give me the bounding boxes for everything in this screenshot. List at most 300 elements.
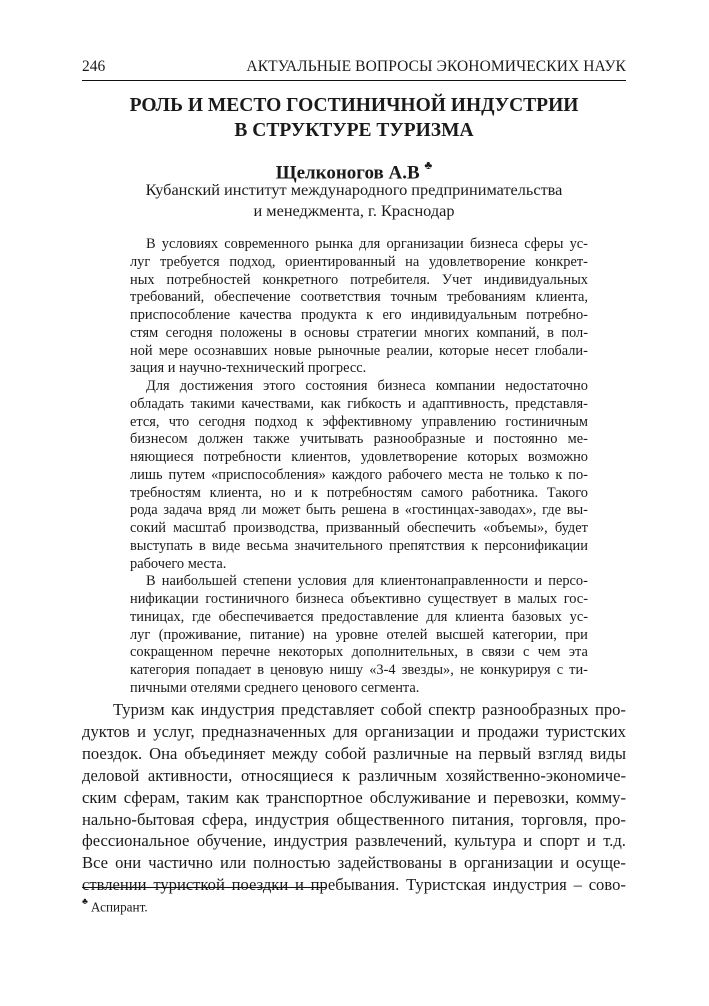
word: транспортное — [266, 787, 363, 807]
word: которые — [439, 342, 489, 359]
word: в — [466, 644, 474, 661]
word: как — [170, 700, 195, 719]
word: основы — [304, 324, 350, 341]
word: с — [522, 644, 530, 661]
word: соответствия — [300, 289, 381, 306]
word: где — [542, 502, 562, 519]
word: каждого — [331, 466, 383, 483]
word: к — [555, 466, 563, 483]
word: продукта — [301, 307, 357, 323]
word: некоторых — [278, 644, 344, 661]
word: управлению — [421, 413, 497, 430]
word: разнообразных — [481, 700, 589, 719]
word: сфера, — [201, 809, 248, 829]
word: взгляд — [537, 743, 583, 763]
article-title-line: В СТРУКТУРЕ ТУРИЗМА — [234, 120, 474, 141]
word: собой — [380, 700, 422, 719]
journal-title: АКТУАЛЬНЫЕ ВОПРОСЫ ЭКОНОМИЧЕСКИХ НАУК — [246, 58, 626, 75]
word: «гостинцах-заводах», — [404, 502, 537, 519]
word: (проживание, — [158, 626, 242, 643]
word: гостиничного — [205, 591, 290, 607]
word: нально-бытовая — [82, 809, 195, 829]
word: сферы — [524, 236, 564, 252]
word: луг — [130, 253, 151, 270]
word: организации — [386, 236, 464, 252]
word: Туризм — [113, 700, 165, 719]
word: обеспечивается — [218, 608, 314, 625]
text-line — [130, 289, 588, 306]
word: стям — [130, 324, 159, 341]
word: активности, — [147, 765, 233, 785]
word: категории, — [492, 626, 557, 643]
word: таким — [186, 787, 229, 807]
word: требованиям — [447, 289, 526, 306]
affiliation-line: и менеджмента, г. Краснодар — [253, 200, 455, 220]
word: звезды», — [401, 662, 454, 678]
word: которых — [467, 449, 518, 465]
word: ориентированный — [285, 253, 396, 270]
word: индивидуальных — [483, 271, 588, 288]
word: потребителя. — [350, 271, 430, 288]
word: достижения — [179, 378, 254, 394]
word: «3-4 — [369, 662, 396, 678]
word: мере — [158, 342, 188, 359]
word: тиницах, — [130, 608, 185, 625]
word: ной — [130, 342, 153, 359]
word: и — [407, 395, 416, 412]
word: в — [547, 324, 554, 341]
article-title-line: РОЛЬ И МЕСТО ГОСТИНИЧНОЙ ИНДУСТРИИ — [129, 95, 579, 116]
footnote-text: Аспирант. — [90, 899, 148, 915]
word: новые — [273, 342, 312, 359]
word: попадает — [195, 662, 252, 678]
word: перевозки, — [493, 787, 570, 807]
word: работника. — [471, 484, 539, 501]
word: может — [261, 502, 301, 519]
word: такими — [190, 395, 235, 412]
word: существует — [427, 591, 498, 607]
word: к — [366, 307, 374, 323]
word: эффективному — [322, 413, 413, 430]
word: рыночные — [317, 342, 381, 359]
word: и — [534, 573, 543, 590]
word: поездки — [231, 875, 289, 895]
word: к — [306, 413, 314, 430]
word: услуг, — [153, 721, 195, 741]
word: в — [392, 502, 400, 519]
word: и — [475, 431, 484, 448]
word: потребностей — [166, 271, 251, 288]
word: ус- — [569, 608, 588, 625]
article-title — [82, 93, 626, 143]
word: спектр — [428, 700, 476, 719]
word: степени — [242, 573, 292, 590]
text-line — [130, 609, 588, 626]
text-line — [82, 831, 626, 851]
word: торговля, — [521, 809, 588, 829]
word: на — [455, 743, 472, 763]
word: гибкость — [347, 395, 402, 412]
word: отелей — [386, 626, 428, 643]
word: связи — [481, 644, 515, 661]
word: высшей — [435, 626, 484, 643]
word: общественного — [336, 809, 445, 829]
word: для — [352, 573, 375, 590]
word: они — [115, 853, 142, 873]
word: виде — [212, 537, 241, 554]
word: требностям — [130, 484, 201, 501]
word: В — [146, 236, 156, 252]
word: деловой — [82, 765, 140, 785]
word: но — [270, 484, 286, 501]
word: предназначенных — [201, 721, 326, 741]
word: не — [459, 662, 475, 678]
word: виды — [589, 743, 626, 763]
word: или — [220, 853, 247, 873]
word: что — [168, 413, 190, 430]
word: с — [556, 662, 564, 678]
text-line — [130, 396, 588, 413]
word: перечне — [221, 644, 271, 661]
word: различные — [373, 743, 449, 763]
word: стратегии — [356, 324, 417, 341]
word: нификации — [130, 591, 199, 607]
word: обучение, — [196, 831, 267, 851]
word: представля- — [515, 395, 588, 412]
word: обеспечение — [214, 289, 291, 306]
word: ли — [241, 502, 257, 519]
word: чем — [537, 644, 561, 661]
word: потребностям — [326, 484, 413, 501]
word: Она — [149, 743, 178, 763]
word: обслуживание — [369, 787, 471, 807]
word: персонификации — [484, 537, 588, 554]
word: представляет — [281, 700, 375, 719]
word: вы- — [566, 502, 588, 519]
word: категория — [130, 662, 190, 678]
word: подход — [254, 413, 298, 430]
affiliation-line: Кубанский институт международного предпринимательства — [145, 180, 563, 199]
club-icon: ♣ — [82, 896, 88, 906]
word: клиента — [455, 608, 504, 625]
text-line: пичными отелями среднего ценового сегмента. — [130, 679, 420, 696]
word: наибольшей — [161, 573, 237, 590]
word: путем — [168, 466, 206, 483]
word: как — [235, 787, 260, 807]
word: эта — [568, 644, 588, 661]
word: рабочего — [388, 466, 443, 483]
word: для — [333, 721, 358, 741]
word: в — [198, 537, 206, 554]
word: компаний, — [476, 324, 540, 341]
word: и — [523, 831, 533, 851]
word: культура — [454, 831, 516, 851]
word: быть — [306, 502, 336, 519]
word: первый — [478, 743, 531, 763]
word: разнообразные — [373, 431, 466, 448]
word: только — [509, 466, 550, 483]
word: относящиеся — [240, 765, 334, 785]
word: возможно — [527, 449, 588, 465]
word: сегодня — [165, 324, 213, 341]
word: частично — [148, 853, 213, 873]
word: по- — [568, 466, 588, 483]
word: к — [341, 765, 351, 785]
text-line — [130, 343, 588, 360]
text-line — [82, 722, 626, 742]
text-line — [82, 766, 626, 786]
word: препятствия — [389, 537, 465, 554]
text-line — [130, 467, 588, 484]
word: бизнесом — [130, 431, 188, 448]
word: клиентонаправленности — [380, 573, 529, 590]
text-line — [130, 520, 588, 537]
word: не — [489, 466, 504, 483]
word: сово- — [588, 875, 626, 895]
word: самого — [421, 484, 464, 501]
text-line — [130, 538, 588, 555]
word: в — [504, 591, 511, 607]
word: вряд — [207, 502, 236, 519]
text-line — [130, 627, 588, 644]
word: фессиональное — [82, 831, 190, 851]
word: качествами, — [241, 395, 315, 412]
word: дополнительных, — [351, 644, 458, 661]
word: гостиничным — [505, 413, 588, 430]
word: осознавших — [194, 342, 268, 359]
text-line — [82, 853, 626, 873]
word: клиента, — [209, 484, 263, 501]
word: условия — [297, 573, 347, 590]
word: конкрет- — [535, 253, 588, 270]
word: к — [471, 537, 479, 554]
word: удовлетворение — [428, 253, 526, 270]
word: многих — [424, 324, 470, 341]
word: положены — [220, 324, 283, 341]
word: пребывания. — [310, 875, 400, 895]
text-line — [82, 810, 626, 830]
word: поездок. — [82, 743, 143, 763]
word: глобали- — [534, 342, 588, 359]
word: и — [137, 721, 146, 741]
word: реалии, — [386, 342, 433, 359]
text-line — [82, 744, 626, 764]
text-line — [130, 325, 588, 342]
word: масштаб — [173, 520, 227, 536]
word: адаптивность, — [422, 395, 509, 412]
word: туристских — [546, 721, 626, 741]
text-line — [130, 272, 588, 289]
word: между — [271, 743, 318, 763]
word: сферам, — [123, 787, 180, 807]
word: конкурируя — [480, 662, 551, 678]
word: «объемы», — [483, 520, 548, 536]
word: конкретного — [262, 271, 339, 288]
word: собой — [324, 743, 367, 763]
word: предоставление — [321, 608, 419, 625]
club-icon: ♣ — [424, 158, 433, 172]
word: для — [359, 236, 381, 252]
word: т.д. — [603, 831, 626, 851]
word: Для — [146, 378, 170, 394]
running-header — [82, 58, 626, 81]
word: про- — [594, 809, 626, 829]
word: комму- — [575, 787, 626, 807]
word: продажи — [477, 721, 539, 741]
word: точным — [390, 289, 438, 306]
word: базовых — [511, 608, 562, 625]
word: спорт — [539, 831, 580, 851]
word: индустрия — [254, 809, 330, 829]
word: как — [320, 395, 341, 412]
word: бизнеса — [469, 236, 519, 252]
word: ус- — [569, 236, 588, 252]
word: подход, — [229, 253, 276, 270]
word: задача — [163, 502, 203, 519]
word: рынка — [315, 236, 353, 252]
word: уровне — [335, 626, 379, 643]
text-line — [82, 788, 626, 808]
word: рода — [130, 502, 158, 519]
word: состояния — [305, 378, 368, 394]
word: индустрия — [492, 875, 567, 895]
footnote-divider — [82, 887, 326, 888]
word: недостаточно — [505, 378, 588, 394]
word: пол- — [561, 324, 588, 341]
word: про- — [594, 700, 626, 719]
text-line — [130, 502, 588, 519]
word: бизнеса — [377, 378, 426, 394]
word: условиях — [161, 236, 219, 252]
text-line — [146, 378, 588, 395]
word: Такого — [546, 484, 588, 501]
text-line — [130, 449, 588, 466]
word: и — [586, 831, 596, 851]
word: ским — [82, 787, 117, 807]
word: ценовую — [270, 662, 324, 678]
word: питания, — [451, 809, 514, 829]
word: Туристская — [406, 875, 486, 895]
word: также — [253, 431, 290, 448]
word: на — [405, 253, 420, 270]
word: для — [426, 608, 448, 625]
word: компании — [435, 378, 496, 394]
word: питание) — [249, 626, 305, 643]
word: будет — [554, 520, 588, 536]
word: значительного — [294, 537, 383, 554]
word: его — [382, 307, 402, 323]
word: обеспечить — [406, 520, 476, 536]
text-line — [113, 700, 626, 720]
word: ных — [130, 271, 155, 288]
affiliation — [82, 180, 626, 221]
word: клиентов, — [291, 449, 351, 465]
word: клиента, — [535, 289, 588, 306]
word: гос- — [563, 591, 588, 607]
word: объединяет — [184, 743, 265, 763]
word: персо- — [548, 573, 588, 590]
word: в — [449, 853, 457, 873]
word: Учет — [441, 271, 472, 288]
word: ется, — [130, 413, 160, 430]
word: требуется — [159, 253, 220, 270]
word: развлечений, — [355, 831, 447, 851]
word: индустрия — [273, 831, 348, 851]
text-line — [146, 573, 588, 590]
text-line — [130, 307, 588, 324]
page-number: 246 — [82, 58, 106, 75]
word: сокращенном — [130, 644, 214, 661]
word: потребно- — [526, 307, 588, 323]
word: малых — [517, 591, 558, 607]
word: в — [289, 324, 297, 341]
word: несет — [495, 342, 529, 359]
text-line — [130, 662, 588, 679]
word: этого — [263, 378, 296, 394]
word: в — [257, 662, 265, 678]
word: ствлении — [82, 875, 147, 895]
word: ти- — [569, 662, 588, 678]
word: В — [146, 573, 156, 590]
word: должен — [197, 431, 244, 448]
text-line — [130, 644, 588, 661]
word: производства, — [233, 520, 319, 536]
text-line: рабочего места. — [130, 555, 227, 572]
word: – — [573, 875, 582, 895]
author-name: Щелконогов А.В — [275, 162, 420, 184]
text-line — [130, 254, 588, 271]
word: приспособление — [130, 307, 231, 323]
text-line: зация и научно-технический прогресс. — [130, 360, 367, 377]
word: обладать — [130, 395, 184, 412]
word: сокий — [130, 520, 166, 536]
word: туристкой — [153, 875, 225, 895]
word: бизнеса — [295, 591, 344, 607]
word: осуще- — [576, 853, 626, 873]
word: решена — [341, 502, 387, 519]
word: хозяйственно-экономиче- — [445, 765, 626, 785]
word: к — [310, 484, 318, 501]
word: сегодня — [198, 413, 246, 430]
text-line — [130, 414, 588, 431]
footnote — [82, 898, 148, 915]
word: полностью — [253, 853, 331, 873]
word: няющиеся — [130, 449, 194, 465]
word: места — [448, 466, 484, 483]
word: и — [295, 875, 304, 895]
word: и — [560, 853, 569, 873]
word: различным — [358, 765, 437, 785]
word: при — [565, 626, 588, 643]
word: задействованы — [337, 853, 442, 873]
word: качества — [239, 307, 292, 323]
word: постоянно — [493, 431, 558, 448]
word: призванный — [325, 520, 400, 536]
word: современного — [224, 236, 310, 252]
text-line — [146, 236, 588, 253]
word: и — [461, 721, 471, 741]
word: и — [294, 484, 303, 501]
word: ме- — [567, 431, 588, 448]
word: организации — [364, 721, 455, 741]
word: удовлетворение — [360, 449, 458, 465]
text-line — [130, 431, 588, 448]
word: на — [313, 626, 328, 643]
word: луг — [130, 626, 151, 643]
word: Все — [82, 853, 109, 873]
word: потребности — [203, 449, 282, 465]
text-line — [130, 591, 588, 608]
